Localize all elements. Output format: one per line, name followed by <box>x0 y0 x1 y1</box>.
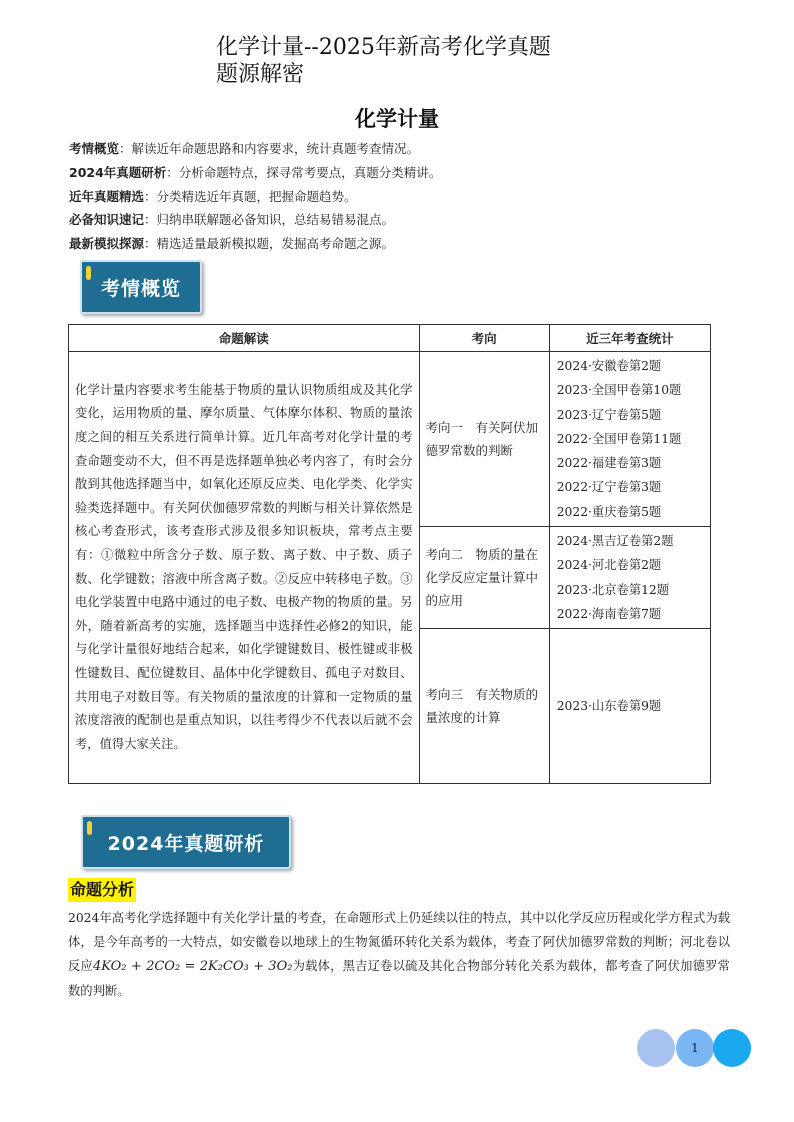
intro-text: ：解读近年命题思路和内容要求，统计真题考查情况。 <box>119 141 420 156</box>
page-number-badge <box>637 1029 753 1067</box>
intro-list <box>69 137 749 256</box>
document-title-line-2: 题源解密 <box>216 62 305 87</box>
exam-overview-table <box>68 324 711 784</box>
proposition-description: 化学计量内容要求考生能基于物质的量认识物质组成及其化学变化，运用物质的量、摩尔质量、气体摩尔体积、物质的量浓度之间的相互关系进行简单计算。近几年高考对化学计量的考查命题变动不大，但不再是选择题单独必考内容了，有时会分散到其他选择题当中，如氧化还原反应类、电化学类、化学实验类选择题中。有关阿伏伽德罗常数的判断与相关计算依然是核心考查形式，该考查形式涉及很多知识板块，常考点主要有：①微粒中所含分子数、原子数、离子数、中子数、质子数、化学键数；溶液中所含离子数。②反应中转移电子数。③电化学装置中电路中通过的电子数、电极产物的物质的量。另外，随着新高考的实施，选择题当中选择性必修2的知识，能与化学计量很好地结合起来，如化学键键数目、极性键或非极性键数目、配位键数目、晶体中化学键数目、孤电子对数目、共用电子对数目等。有关物质的量浓度的计算和一定物质的量浓度溶液的配制也是重点知识，以往考得少不代表以后就不会考，值得大家关注。 <box>69 352 420 784</box>
banner-tab-icon <box>86 266 91 280</box>
stats-cell <box>549 352 710 527</box>
direction-cell: 考向三 有关物质的量浓度的计算 <box>419 629 549 784</box>
stats-item: 2022·重庆卷第5题 <box>556 504 662 519</box>
stats-item: 2022·辽宁卷第3题 <box>556 480 662 495</box>
stats-item: 2023·辽宁卷第5题 <box>556 407 662 422</box>
badge-circle-icon <box>713 1029 751 1067</box>
badge-circle-icon <box>637 1029 675 1067</box>
banner-label: 考情概览 <box>100 277 181 300</box>
intro-label: 考情概览 <box>69 141 120 156</box>
analysis-heading: 命题分析 <box>68 878 136 902</box>
section-heading: 化学计量 <box>355 107 439 131</box>
intro-text: ：分类精选近年真题，把握命题趋势。 <box>144 188 357 204</box>
intro-item <box>69 137 749 161</box>
analysis-text-after: 为载体，黑吉辽卷以硫及其化合物部分转化关系为载体，都考查了阿伏加德罗常数的判断。 <box>68 959 730 998</box>
real-exam-analysis-banner <box>81 815 291 869</box>
overview-banner <box>80 260 202 314</box>
intro-text: ：归纳串联解题必备知识，总结易错易混点。 <box>144 212 395 228</box>
intro-item <box>69 232 749 256</box>
reaction-formula: 4KO₂ + 2CO₂ = 2K₂CO₃ + 3O₂ <box>93 959 293 974</box>
intro-text: ：分析命题特点，探寻常考要点，真题分类精讲。 <box>166 164 442 180</box>
intro-text: ：精选适量最新模拟题，发掘高考命题之源。 <box>144 236 395 252</box>
intro-label: 近年真题精选 <box>69 188 145 204</box>
intro-item <box>69 161 749 185</box>
stats-item: 2023·山东卷第9题 <box>556 699 662 714</box>
table-header-cell: 近三年考查统计 <box>549 325 710 352</box>
document-title-line-1: 化学计量--2025年新高考化学真题 <box>216 35 551 60</box>
analysis-text-before: 2024年高考化学选择题中有关化学计量的考查，在命题形式上仍延续以往的特点，其中以化学反应历程或化学方程式为载体，是今年高考的一大特点，如安徽卷以地球上的生物氮循环转化关系为载体，考查了阿伏加德罗常数的判断；河北卷以反应 <box>68 911 730 973</box>
stats-item: 2024·黑吉辽卷第2题 <box>556 534 674 549</box>
banner-label: 2024年真题研析 <box>107 832 265 855</box>
stats-item: 2022·全国甲卷第11题 <box>556 431 682 446</box>
table-header-cell: 命题解读 <box>69 325 420 352</box>
stats-cell <box>549 629 710 784</box>
stats-item: 2023·北京卷第12题 <box>556 582 670 597</box>
stats-item: 2024·河北卷第2题 <box>556 558 662 573</box>
direction-cell: 考向一 有关阿伏加德罗常数的判断 <box>419 352 549 527</box>
page-number: 1 <box>691 1041 699 1055</box>
banner-tab-icon <box>87 821 92 835</box>
table-header-cell: 考向 <box>419 325 549 352</box>
table-header-row <box>69 325 711 352</box>
intro-label: 最新模拟探源 <box>69 236 145 252</box>
stats-item: 2023·全国甲卷第10题 <box>556 383 682 398</box>
stats-cell <box>549 527 710 629</box>
intro-label: 必备知识速记 <box>69 212 145 228</box>
analysis-paragraph <box>68 906 730 1003</box>
table-row <box>69 352 711 527</box>
intro-item <box>69 185 749 209</box>
intro-item <box>69 208 749 232</box>
stats-item: 2024·安徽卷第2题 <box>556 359 662 373</box>
stats-item: 2022·福建卷第3题 <box>556 456 662 471</box>
document-title <box>216 34 656 88</box>
intro-label: 2024年真题研析 <box>69 164 167 180</box>
direction-cell: 考向二 物质的量在化学反应定量计算中的应用 <box>419 527 549 629</box>
stats-item: 2022·海南卷第7题 <box>556 606 662 621</box>
